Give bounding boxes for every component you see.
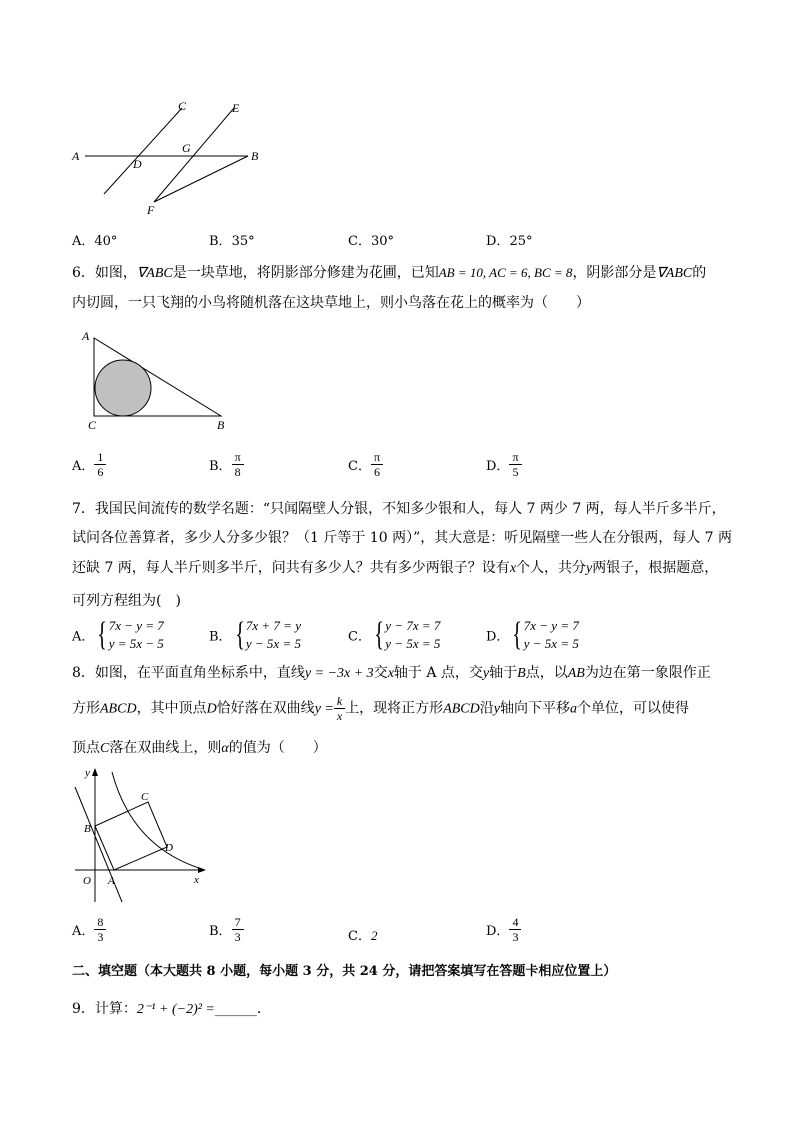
label-O: O bbox=[83, 875, 91, 887]
q6-option-c: C． $\frac{\pi}{6}$ bbox=[348, 450, 383, 479]
q5-option-b: B．35° bbox=[209, 234, 255, 249]
q7-option-c: C． { y − 7x = 7 y − 5x = 5 bbox=[348, 616, 441, 653]
q8-line-1: 8．如图，在平面直角坐标系中，直线y = −3x + 3交x轴于 A 点，交y轴于B点，以AB为边在第一象限作正 bbox=[72, 665, 711, 681]
q7-option-b: B． { 7x + 7 = y y − 5x = 5 bbox=[209, 616, 301, 653]
q5-option-a: A．40° bbox=[72, 234, 118, 249]
label-A: A bbox=[72, 149, 80, 163]
answer-blank[interactable]: ______ bbox=[214, 1001, 257, 1017]
q8-line-2: 方形ABCD，其中顶点D恰好落在双曲线y = $\frac{k}{x}$ 上，现将正方形ABCD沿y轴向下平移a个单位，可以使得 bbox=[72, 694, 689, 723]
q6-option-a: A． $\frac{1}{6}$ bbox=[72, 450, 106, 479]
label-D: D bbox=[133, 157, 142, 171]
q5-option-c: C．30° bbox=[348, 234, 394, 249]
q8-option-b: B． $\frac{7}{3}$ bbox=[209, 915, 244, 944]
q5-option-d: D．25° bbox=[486, 234, 533, 249]
q8-option-c: C．2 bbox=[348, 928, 378, 944]
label-B: B bbox=[251, 149, 259, 163]
figure-coordinate-square bbox=[70, 762, 220, 907]
label-C: C bbox=[141, 791, 149, 803]
label-B: B bbox=[217, 418, 225, 432]
q8-option-a: A． $\frac{8}{3}$ bbox=[72, 915, 106, 944]
label-x: x bbox=[194, 874, 199, 886]
q6-line-2: 内切圆，一只飞翔的小鸟将随机落在这块草地上，则小鸟落在花上的概率为（ ） bbox=[72, 295, 590, 311]
q7-line-1: 7．我国民间流传的数学名题：“只闻隔壁人分银，不知多少银和人，每人 7 两少 7 两，每人半斤多半斤， bbox=[72, 501, 726, 517]
figure-parallel-lines bbox=[60, 98, 280, 218]
label-C: C bbox=[88, 418, 97, 432]
figure-right-triangle-incircle bbox=[78, 330, 238, 435]
label-G: G bbox=[182, 141, 191, 155]
label-A: A bbox=[108, 875, 115, 887]
label-A: A bbox=[82, 330, 90, 343]
label-B: B bbox=[84, 823, 91, 835]
q6-option-b: B． $\frac{\pi}{8}$ bbox=[209, 450, 244, 479]
label-F: F bbox=[147, 203, 155, 217]
q7-line-2: 试问各位善算者，多少人分多少银？（1 斤等于 10 两）”，其大意是：听见隔壁一些人在分银两，每人 7 两 bbox=[72, 530, 733, 546]
q6-line-1: 6．如图，∇ABC是一块草地，将阴影部分修建为花圃，已知AB = 10, AC = 6, BC = 8，阴影部分是∇ABC的 bbox=[72, 265, 707, 281]
q7-line-3: 还缺 7 两，每人半斤则多半斤，问共有多少人？共有多少两银子？设有x个人，共分y两银子，根据题意， bbox=[72, 560, 719, 576]
section-2-title: 二、填空题（本大题共 8 小题，每小题 3 分，共 24 分，请把答案填写在答题卡相应位置上） bbox=[72, 964, 617, 979]
q8-option-d: D． $\frac{4}{3}$ bbox=[486, 915, 521, 944]
label-y: y bbox=[85, 767, 90, 779]
q7-option-a: A． { 7x − y = 7 y = 5x − 5 bbox=[72, 616, 164, 653]
label-C: C bbox=[178, 99, 187, 113]
q7-line-4: 可列方程组为( ) bbox=[72, 593, 181, 609]
q7-option-d: D． { 7x − y = 7 y − 5x = 5 bbox=[486, 616, 579, 653]
label-E: E bbox=[232, 101, 240, 115]
q9-line: 9．计算：2⁻¹ + (−2)² =______． bbox=[72, 1001, 271, 1017]
q6-option-d: D． $\frac{\pi}{5}$ bbox=[486, 450, 522, 479]
label-D: D bbox=[165, 842, 173, 854]
q8-line-3: 顶点C落在双曲线上，则α的值为（ ） bbox=[72, 740, 327, 756]
